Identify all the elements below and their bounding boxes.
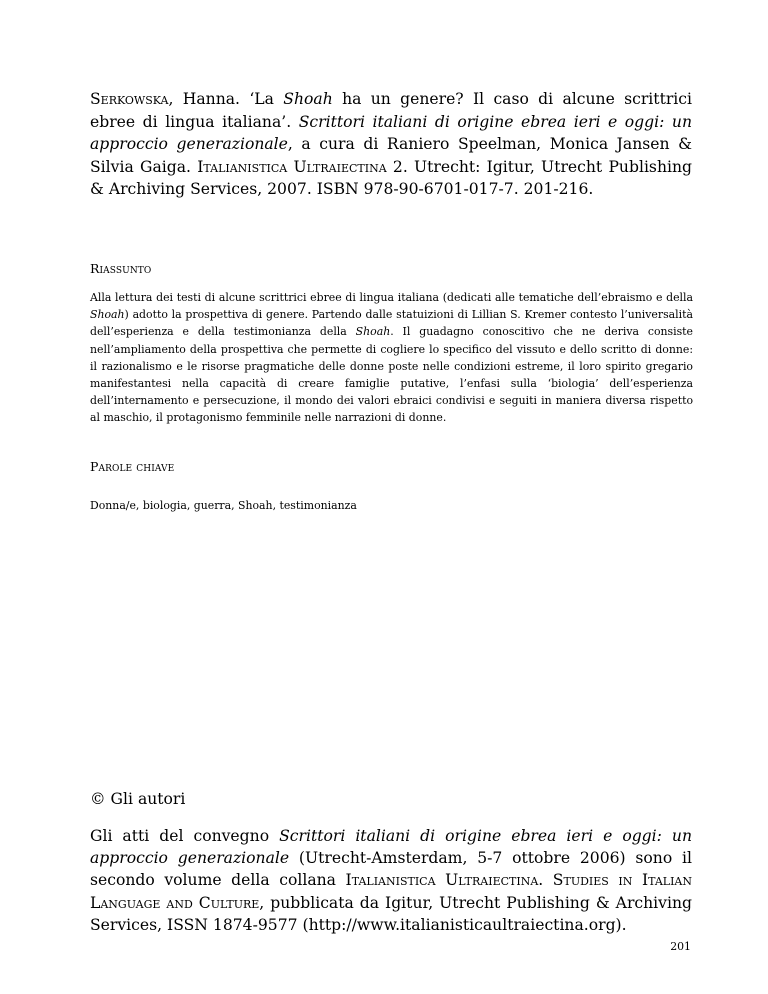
colophon-text — [90, 825, 692, 936]
article-title-start: ‘La — [249, 90, 284, 108]
author-surname: Serkowska — [90, 90, 169, 108]
colophon-series: Italianistica Ultraiectina. Studies in Italian Language and Culture — [90, 871, 692, 912]
abstract-text — [90, 289, 693, 427]
author-given-name: , Hanna. — [168, 90, 250, 108]
book-title: Scrittori italiani di origine ebrea ieri e oggi: un approccio generazionale — [90, 112, 692, 153]
article-title-end: ha un genere? Il caso di alcune scrittrici ebree di lingua italiana’. — [90, 90, 692, 131]
keywords-text: Donna/e, biologia, guerra, Shoah, testimonianza — [90, 499, 357, 512]
abstract-part-2: ) adotto la prospettiva di genere. Partendo dalle statuizioni di Lillian S. Kremer contesto l’universalità dell’esperienza e della testimonianza della — [90, 308, 693, 339]
colophon-part-1: Gli atti del convegno — [90, 827, 280, 845]
publication-details: 2. Utrecht: Igitur, Utrecht Publishing & Archiving Services, 2007. ISBN 978-90-6701-017-7. 201-216. — [90, 157, 692, 198]
colophon-title: Scrittori italiani di origine ebrea ieri e oggi: un approccio generazionale — [90, 827, 693, 868]
abstract-italic-2: Shoah — [355, 325, 391, 339]
keywords-heading: Parole chiave — [90, 459, 175, 474]
abstract-italic-1: Shoah — [90, 308, 125, 322]
editors: , a cura di Raniero Speelman, Monica Jansen & Silvia Gaiga. — [90, 135, 692, 176]
abstract-part-3: . Il guadagno conoscitivo che ne deriva consiste nell’ampliamento della prospettiva che permette di cogliere lo specifico del vissuto e dello scritto di donne: il razionalismo e le risorse pragmatiche delle donne poste nelle condizioni estreme, il loro spirito gregario manifestantesi nella capacità di creare famiglie putative, l’enfasi sulla ‘biologia’ dell’esperienza dell’internamento e persecuzione, il mondo dei valori ebraici condivisi e seguiti in maniera diversa rispetto al maschio, il protagonismo femminile nelle narrazioni di donne. — [90, 325, 693, 425]
colophon-part-2: (Utrecht-Amsterdam, 5-7 ottobre 2006) sono il secondo volume della collana — [90, 849, 692, 890]
article-title-italic: Shoah — [283, 90, 333, 108]
page-number: 201 — [670, 940, 691, 953]
colophon-part-3: , pubblicata da Igitur, Utrecht Publishing & Archiving Services, ISSN 1874-9577 (http://www.italianisticaultraiectina.org). — [90, 893, 692, 934]
abstract-part-1: Alla lettura dei testi di alcune scrittrici ebree di lingua italiana (dedicati alle tematiche dell’ebraismo e della — [90, 291, 693, 304]
series-name: Italianistica Ultraiectina — [197, 157, 387, 176]
bibliographic-citation — [90, 88, 692, 201]
abstract-heading: Riassunto — [90, 261, 152, 276]
copyright-notice: © Gli autori — [90, 790, 186, 808]
